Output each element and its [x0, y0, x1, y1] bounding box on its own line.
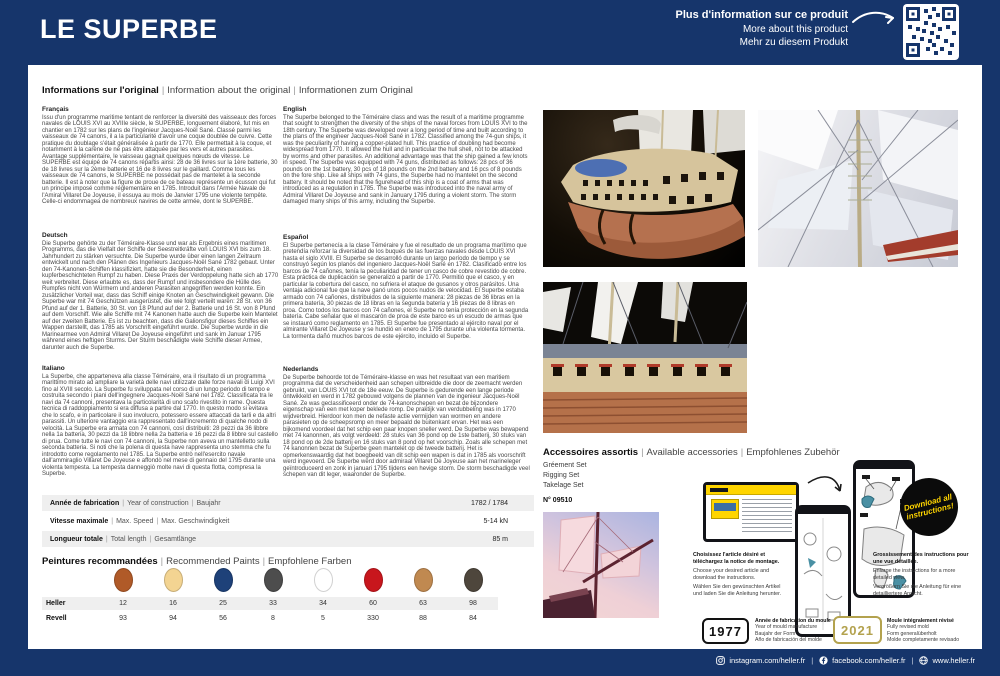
mould1-line-de: Baujahr der Form: [755, 630, 796, 637]
page-title: LE SUPERBE: [40, 14, 218, 44]
ship-broadside-photo: [543, 282, 747, 433]
accessories-heading-de: Empfohlenes Zubehör: [746, 447, 840, 458]
paragraph-nederlands: [283, 367, 530, 479]
instr-right-en: Enlarge the instructions for a more detailed view.: [873, 568, 956, 581]
revell-number: 8: [271, 615, 275, 622]
spec-row-speed: [42, 513, 534, 529]
instr-left-fr: Choisissez l'article désiré et téléchargez la notice de montage.: [693, 552, 780, 565]
lang-label: Español: [283, 234, 309, 241]
curved-arrow-icon: [851, 8, 899, 30]
paint-swatch: [214, 568, 233, 592]
lang-text: De Superbe behoorde tot de Téméraire-klasse en was het resultaat van een maritiem programma dat de verscheidenheid aan schepen uitbreidde die door de zeemacht werden gebruikt, van LOUIS XVI tot de 18e eeuw. De Superbe is gedurende een lange periode ontwikkeld en werd in 1782 gebouwd volgens de plannen van de ingenieur Jacques-Noël Sané. Ze was geclassificeerd onder de 74-kanonschepen en bezat de bijzondere eigenschap van een met koper beklede romp. De praktijk van verdubbeling was in 1770 wijdverbreid. Hierdoor kon men de nefaste actie vermijden van wormen en andere parasieten op de scheepsromp en meer bepaald de buitenkant ervan. Het was een bijkomend voordeel dat het schip een paar knopen sneller werd. De Superbe was bewapend met 74 kanonnen, als volgt verdeeld: 28 stuks van 36 pond op de 1ste batterij, 30 stuks van 18 pond op de 2de batterij en 16 stuks van 8 pond op het voorschip. Zoals alle schepen met 74 kanonnen bezat de Superbe geen mantelet op de tweede batterij. Het is opmerkenswaardig dat het boegbeeld van dit schip een wapen is dat in 1785 als voorschrift werd ingevoerd. De Superbe werd door admiraal Villaret De Joyeuse aan het marineleger geïntroduceerd en zonk in januari 1795 tijdens een hevige storm. De storm beschadigde veel schepen van dit leger, waaronder de Superbe.: [283, 374, 530, 478]
heller-logo: [710, 488, 728, 492]
separator: |: [122, 499, 125, 507]
lang-label: Italiano: [42, 365, 65, 372]
mould-year: 1977: [709, 623, 742, 639]
mould2-line-de: Form generalüberholt: [887, 630, 937, 637]
more-info-fr: Plus d'information sur ce produit: [675, 9, 848, 21]
separator: |: [161, 85, 165, 96]
qr-code[interactable]: [903, 4, 959, 60]
instagram-link[interactable]: instagram.com/heller.fr: [729, 656, 806, 665]
lang-text: Issu d'un programme maritime tentant de renforcer la diversité des vaisseaux des forces navales de LOUIS XVI au XVIIIe siècle, le SUPERBE, longuement élaboré, fut mis en chantier en 1782 sur les plans de l'ingénieur Jacques-Noël Sané. Classé parmi les vaisseaux de 74 canons, il a la particularité d'avoir une coque doublée de cuivre. Cette pratique du doublage s'était généralisée à partir de 1770. Elle permettait à la coque, et notamment à la carène de ne pas être attaquée par les vers et autres parasites. Avantage supplémentaire, le vaisseau gagnait quelques nœuds de vitesse. Le SUPERBE est équipé de 74 canons répartis ainsi: 28 de 36 livres sur la 1ère batterie, 30 de 18 livres sur la 2ème batterie et 16 de 8 livres sur le gaillard. Comme tous les vaisseaux de 74 canons, le SUPERBE ne possédait pas de mantelet à la seconde batterie. Il est à noter que la figure de proue de ce bateau représente un écusson qui fut un principe imposé comme réglementaire en 1785. Introduit dans l'Armée Navale de l'Amiral Villaret De Joyeuse, il essuya au mois de Janvier 1795 une violente tempête. Celle-ci endommagea de nombreux navires de cette armée, dont le SUPERBE.: [42, 114, 278, 205]
spec-table: [42, 495, 534, 549]
mould-revised-2021-badge: [833, 616, 882, 644]
paints-section-heading: [42, 556, 352, 567]
spec-label-en: Total length: [110, 535, 147, 543]
separator: |: [160, 556, 164, 567]
website-link[interactable]: www.heller.fr: [932, 656, 975, 665]
paragraph-italiano: [42, 366, 279, 478]
accessory-set-names: [543, 461, 587, 491]
paint-row-revell: [42, 612, 498, 625]
separator: |: [811, 656, 814, 665]
instr-left-de: Wählen Sie den gewünschten Artikel und laden Sie die Anleitung herunter.: [693, 584, 782, 597]
more-info-de: Mehr zu diesem Produkt: [739, 37, 848, 48]
paints-heading-de: Empfohlene Farben: [268, 556, 352, 567]
kit-box-thumbnail: [711, 499, 739, 519]
revell-number: 88: [419, 615, 427, 622]
paragraph-francais: [42, 107, 279, 206]
mould-revised-2021-text: [887, 618, 971, 644]
heller-row-label: Heller: [46, 600, 66, 607]
info-heading-en: Information about the original: [167, 85, 291, 96]
paint-swatch-row: [42, 568, 498, 594]
revell-number: 94: [169, 615, 177, 622]
instr-right-fr: Grossissement des instructions pour une vue détaillée.: [873, 552, 969, 565]
revell-row-label: Revell: [46, 615, 67, 622]
spec-value: 5-14 kN: [483, 517, 508, 525]
mould-year-1977-text: [755, 618, 833, 644]
sails-rigging-photo: [758, 110, 958, 267]
revell-number: 56: [219, 615, 227, 622]
facebook-link[interactable]: facebook.com/heller.fr: [832, 656, 906, 665]
heller-number: 34: [319, 600, 327, 607]
accessory-reference-number: N° 09510: [543, 497, 573, 504]
lang-text: Die Superbe gehörte zu der Téméraire-Klasse und war als Ergebnis eines maritimen Programms, das die Vielfalt der Schiffe der Seestreitkräfte von LOUIS XVI bis zum 18. Jahrhundert zu stärken versuchte. Die Superbe wurde über einen langen Zeitraum entwickelt und nach den Plänen des Ingenieurs Jacques-Noël Sané 1782 gebaut. Unter den 74-Kanonen-Schiffen klassifiziert, hatte sie die Besonderheit, einen kupferbeschichteten Rumpf zu haben. Diese Praxis der Verdoppelung hatte sich ab 1770 weit verbreitet. Diese erlaubte es, dass der Rumpf und insbesondere die Hülle des Rumpfes nicht von Würmern und anderen Parasiten angegriffen werden konnte. Ein zusätzlicher Vorteil war, dass das Schiff einige Knoten an Geschwindigkeit gewann. Die Superbe war mit 74 Geschützen ausgerüstet, die wie folgt verteilt waren: 28 St. von 36 Pfund auf der 1. Batterie, 30 St. von 18 Pfund auf der 2. Batterie und 16 St. von 8 Pfund auf dem Vorschiff. Wie alle Schiffe mit 74 Kanonen hatte auch die Superbe kein Mantelet auf der zweiten Batterie. Es ist zu beachten, dass die Galionsfigur dieses Schiffes ein Wappen darstellt, das 1785 als Vorschrift eingeführt wurde. Die Superbe wurde in die Marinearmee von Admiral Villaret De Joyeuse eingeführt und sank im Januar 1795 während eines heftigen Sturms. Der Sturm beschädigte viele Schiffe dieser Armee, darunter auch die Superbe.: [42, 240, 279, 351]
instructions-download-text: [693, 552, 785, 601]
content-panel: [28, 65, 982, 649]
paints-heading-en: Recommended Paints: [166, 556, 260, 567]
lang-label: Nederlands: [283, 366, 319, 373]
paragraph-deutsch: [42, 233, 279, 351]
info-heading-fr: Informations sur l'original: [42, 85, 159, 96]
accessories-section-heading: [543, 447, 840, 458]
set-name-de: Takelage Set: [543, 482, 584, 489]
spec-row-length: [42, 531, 534, 547]
paragraph-english: [283, 107, 530, 206]
paint-swatch: [164, 568, 183, 592]
website-header-bar: [706, 485, 796, 495]
paint-swatch: [414, 568, 433, 592]
separator: |: [740, 447, 744, 458]
spec-label-de: Baujahr: [196, 499, 221, 507]
spec-value: 1782 / 1784: [471, 499, 508, 507]
paint-swatch: [264, 568, 283, 592]
separator: |: [191, 499, 194, 507]
info-section-heading: [42, 85, 413, 96]
lang-text: The Superbe belonged to the Téméraire class and was the result of a maritime programme that sought to strengthen the diversity of the ships of the naval forces from LOUIS XVI to the 18th century. The Superbe was developed over a long period of time and built according to the plans of the engineer Jacques-Noël Sané in 1782. Classified among the 74-gun ships, it was the peculiarity of having a copper-plated hull. This practice of doubling had become widespread from 1770. It allowed the hull and in particular the hull shell, not to be attacked by worms and other parasites. An additional advantage was that the ship gained a few knots in speed. The Superbe was equipped with 74 guns, distributed as follows: 28 pcs of 36 pounds on the 1st battery, 30 pcs of 18 pounds on the 2nd battery and 16 pcs of 8 pounds on the fore ship. Like all ships with 74 guns, the Superbe had no mantelet on the second battery. It should be noted that the figurehead of this ship is a coat of arms that was introduced as a regulation in 1785. The Superbe was introduced into the naval army of Admiral Villaret De Joyeuse and sank in January 1795 during a violent storm. The storm damaged many ships of this army, including the Superbe.: [283, 114, 528, 205]
separator: |: [911, 656, 914, 665]
spec-label-de: Gesamtlänge: [154, 535, 196, 543]
spec-label-de: Max. Geschwindigkeit: [161, 517, 230, 525]
paragraph-espanol: [283, 235, 530, 340]
lang-text: El Superbe pertenecía a la clase Téméraire y fue el resultado de un programa marítimo que pretendía reforzar la diversidad de los buques de las fuerzas navales desde LOUIS XVI hasta el siglo XVIII. El Superbe se desarrolló durante un largo período de tiempo y se construyó según los planos del ingeniero Jacques-Noël Sané en 1782. Clasificado entre los barcos de 74 cañones, tenía la peculiaridad de tener un casco de cobre revestido de cobre. Esta práctica de duplicación se generalizó a partir de 1770. Permitió que el casco, y en particular la cobertura del casco, no sufriera el ataque de gusanos y otros parásitos. Una ventaja adicional fue que la nave ganó unos pocos nudos de velocidad. El Superbe estaba armado con 74 cañones, distribuidos de la siguiente manera: 28 piezas de 36 libras en la primera batería, 30 piezas de 18 libras en la segunda batería y 16 piezas de 8 libras en proa. Como todos los barcos con 74 cañones, el Superbe no tenía protección en la segunda batería. Cabe señalar que el mascarón de proa de este barco es un escudo de armas que se instauró como reglamento en 1785. El Superbe fue presentado al ejército naval por el almirante Villaret De Joyeuse y se hundió en enero de 1795 durante una violenta tormenta. La tormenta dañó muchos barcos de este ejército, incluido el Superbe.: [283, 242, 529, 340]
separator: |: [149, 535, 152, 543]
footer-links: [716, 656, 975, 665]
heller-number: 25: [219, 600, 227, 607]
set-name-en: Rigging Set: [543, 472, 580, 479]
more-info-block: [675, 9, 848, 50]
separator: |: [111, 517, 114, 525]
mould2-line-en: Fully revised mold: [887, 624, 929, 631]
webpage-text-lines: [742, 499, 792, 535]
heller-number: 60: [369, 600, 377, 607]
revell-number: 5: [321, 615, 325, 622]
spec-row-year: [42, 495, 534, 511]
mould1-line-fr: Année de fabrication du moule: [755, 618, 831, 624]
more-info-en: More about this product: [742, 23, 848, 35]
spec-label-fr: Vitesse maximale: [50, 517, 109, 525]
lang-text: La Superbe, che apparteneva alla classe Téméraire, era il risultato di un programma marittimo mirato ad ampliare la varietà delle navi utilizzate dalle forze navali di Luigi XVI fino al XVIII secolo. La Superbe fu sviluppata nel corso di un lungo periodo di tempo e costruita secondo i piani dell'ingegnere Jacques-Noël Sané nel 1782. Classificata tra le navi da 74 cannoni, presentava la particolarità di uno scafo rivestito in rame. Questa tecnica di raddoppiamento si era diffusa a partire dal 1770. In questo modo si evitava che lo scafo, e in particolare il suo involucro, potessero essere attaccati da tarli e da altri parassiti. Un ulteriore vantaggio era rappresentato dall'incremento di qualche nodo di velocità. La Superbe era armata con 74 cannoni, così distribuiti: 28 pezzi da 36 libbre nella 1a batteria, 30 pezzi da 18 libbre nella 2a batteria e 16 pezzi da 8 libbre sul castello di prua. Come tutte le navi con 74 cannoni, la Superbe non aveva un mantelletto sulla seconda batteria. Si noti che la polena di questa nave rappresenta uno stemma che fu introdotto come regolamento nel 1785. La Superbe entrò nell'esercito navale dall'ammiraglio Villaret De Joyeuse e affondò nel mese di gennaio del 1795 durante una violenta tempesta. La tempesta danneggiò molte navi di questa flotta, compresa la Superbe.: [42, 373, 278, 477]
mould-year-1977-badge: [702, 618, 749, 644]
set-name-fr: Gréement Set: [543, 462, 587, 469]
accessories-heading-fr: Accessoires assortis: [543, 447, 639, 458]
instagram-icon: [716, 656, 725, 665]
lang-label: English: [283, 106, 307, 113]
instructions-zoom-text: [873, 552, 969, 601]
laptop-mockup: [703, 482, 799, 542]
separator: |: [105, 535, 108, 543]
spec-label-fr: Année de fabrication: [50, 499, 120, 507]
spec-label-en: Max. Speed: [116, 517, 154, 525]
paint-swatch: [364, 568, 383, 592]
accessory-rigging-photo: [543, 512, 659, 618]
paints-heading-fr: Peintures recommandées: [42, 556, 158, 567]
spec-label-en: Year of construction: [127, 499, 189, 507]
mould2-line-es: Molde completamente revisado: [887, 637, 960, 644]
mould1-line-en: Year of mould manufacture: [755, 624, 818, 631]
mould2-line-fr: Moule intégralement révisé: [887, 618, 954, 624]
spec-label-fr: Longueur totale: [50, 535, 103, 543]
lang-label: Français: [42, 106, 69, 113]
info-heading-de: Informationen zum Original: [298, 85, 413, 96]
globe-icon: [919, 656, 928, 665]
heller-number: 98: [469, 600, 477, 607]
lang-label: Deutsch: [42, 232, 68, 239]
revell-number: 84: [469, 615, 477, 622]
paint-swatch: [314, 568, 333, 592]
heller-number: 12: [119, 600, 127, 607]
facebook-icon: [819, 656, 828, 665]
mould-year: 2021: [841, 622, 874, 638]
separator: |: [262, 556, 266, 567]
heller-number: 33: [269, 600, 277, 607]
paint-swatch: [464, 568, 483, 592]
paint-swatch: [114, 568, 133, 592]
qr-pattern-icon: [906, 7, 956, 57]
accessories-heading-en: Available accessories: [646, 447, 738, 458]
paint-row-heller: [42, 597, 498, 610]
separator: |: [293, 85, 296, 96]
separator: |: [641, 447, 644, 458]
revell-number: 330: [367, 615, 379, 622]
download-badge-label: Download all instructions!: [902, 492, 955, 522]
ship-stern-photo: [543, 110, 745, 267]
heller-number: 16: [169, 600, 177, 607]
revell-number: 93: [119, 615, 127, 622]
separator: |: [156, 517, 159, 525]
mould1-line-es: Año de fabricación del molde: [755, 637, 822, 644]
heller-number: 63: [419, 600, 427, 607]
spec-value: 85 m: [492, 535, 508, 543]
instr-left-en: Choose your desired article and download the instructions.: [693, 568, 770, 581]
instr-right-de: Vergrößern Sie die Anleitung für eine detailliertere Ansicht.: [873, 584, 962, 597]
